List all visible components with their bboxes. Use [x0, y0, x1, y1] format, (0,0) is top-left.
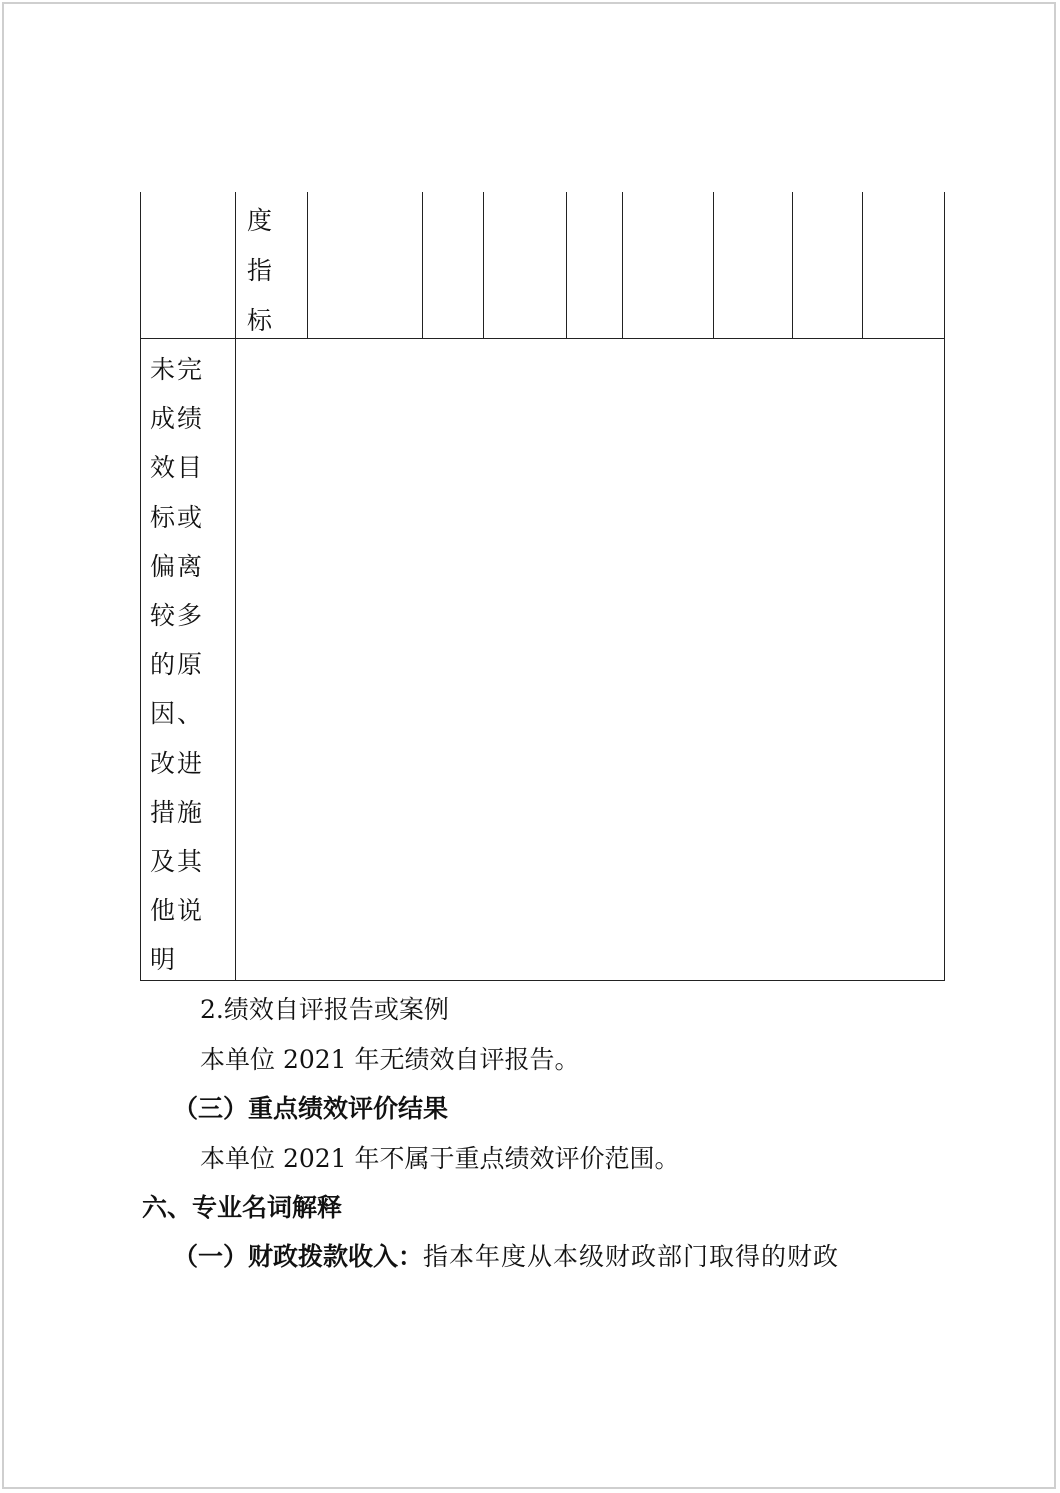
indicator-cell-label [247, 196, 272, 346]
table-bottom-border [140, 980, 945, 981]
table-col-divider [713, 192, 714, 339]
section6-title: 六、专业名词解释 [142, 1193, 343, 1222]
definition-1 [173, 1240, 839, 1274]
indicator-char: 度 [247, 206, 273, 235]
table-col-divider [862, 192, 863, 339]
indicator-char: 指 [247, 256, 273, 285]
section3-title: （三）重点绩效评价结果 [173, 1094, 449, 1123]
item2-text: 本单位 2021 年无绩效自评报告。 [200, 1045, 580, 1074]
table-right-border [944, 192, 945, 981]
reason-label: 未完成绩效目标或偏离较多的原因、改进措施及其他说明 [150, 355, 205, 975]
table-col-divider [792, 192, 793, 339]
table-col-divider [566, 192, 567, 339]
table-col-divider [235, 192, 236, 981]
table-col-divider [483, 192, 484, 339]
item2-title: 2.绩效自评报告或案例 [200, 995, 449, 1024]
section3-text: 本单位 2021 年不属于重点绩效评价范围。 [200, 1144, 680, 1173]
table-col-divider [622, 192, 623, 339]
table-left-border [140, 192, 141, 981]
table-col-divider [307, 192, 308, 339]
definition-1-text: 指本年度从本级财政部门取得的财政 [423, 1242, 840, 1271]
table-col-divider [422, 192, 423, 339]
indicator-char: 标 [247, 306, 273, 335]
definition-1-term: （一）财政拨款收入： [173, 1242, 424, 1271]
reason-content [250, 350, 930, 960]
